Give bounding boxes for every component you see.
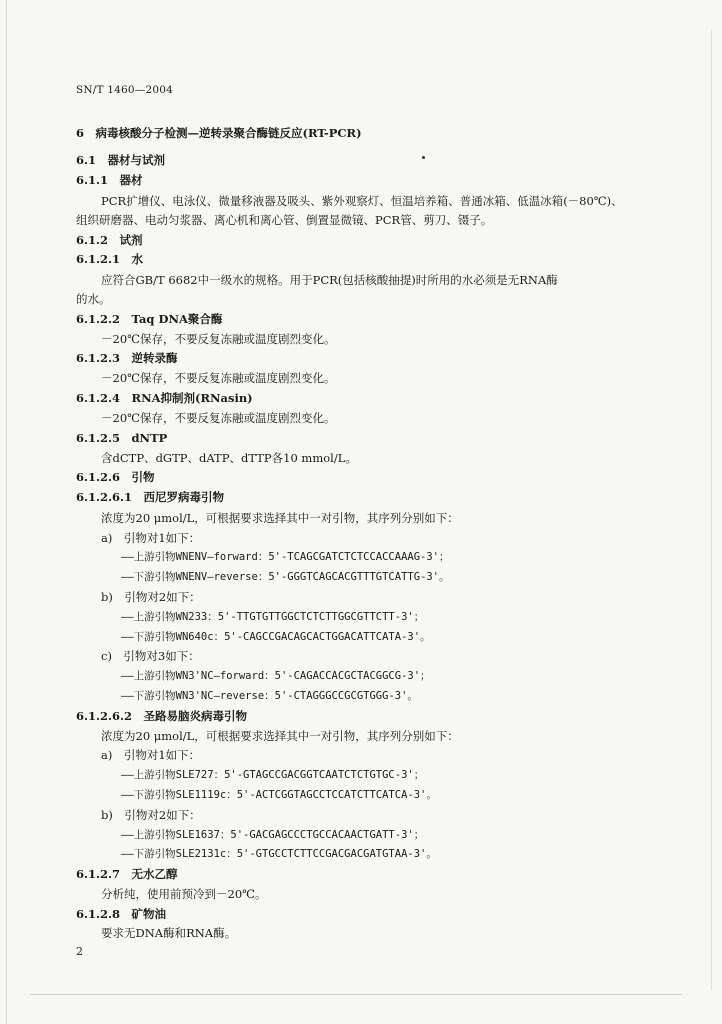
heading-6-1-2-4: 6.1.2.4 RNA抑制剂(RNasin) [76, 391, 253, 405]
paragraph-line: 分析纯，使用前预冷到－20℃。 [101, 887, 267, 901]
heading-6-1-2-7: 6.1.2.7 无水乙醇 [76, 867, 178, 881]
heading-6-1-2-1: 6.1.2.1 水 [76, 252, 144, 266]
paragraph-line: －20℃保存，不要反复冻融或温度剧烈变化。 [101, 332, 336, 346]
paragraph-line: －20℃保存，不要反复冻融或温度剧烈变化。 [101, 411, 336, 425]
primer-line: ——上游引物WNENV—forward：5'-TCAGCGATCTCTCCACCAAAG-3'； [121, 551, 450, 563]
heading-6-1-2-3: 6.1.2.3 逆转录酶 [76, 351, 178, 365]
heading-6-1-2-8: 6.1.2.8 矿物油 [76, 907, 167, 921]
section-6-heading: 6 病毒核酸分子检测—逆转录聚合酶链反应(RT-PCR) [76, 126, 362, 140]
primer-line: ——上游引物WN3'NC—forward：5'-CAGACCACGCTACGGCG-3'； [121, 670, 431, 682]
heading-6-1-2-2: 6.1.2.2 Taq DNA聚合酶 [76, 312, 223, 326]
heading-6-1-2-6-2: 6.1.2.6.2 圣路易脑炎病毒引物 [76, 709, 248, 723]
heading-6-1-2-6-1: 6.1.2.6.1 西尼罗病毒引物 [76, 490, 225, 504]
list-item: a) 引物对1如下： [101, 531, 201, 545]
standard-code-header: SN/T 1460—2004 [76, 84, 174, 96]
scan-edge-right [711, 30, 712, 990]
paragraph-line: 浓度为20 μmol/L，可根据要求选择其中一对引物，其序列分别如下： [101, 511, 459, 525]
primer-line: ——上游引物SLE727：5'-GTAGCCGACGGTCAATCTCTGTGC-3'； [121, 769, 425, 781]
heading-6-1-2: 6.1.2 试剂 [76, 233, 143, 247]
list-item: c) 引物对3如下： [101, 649, 200, 663]
heading-6-1-2-5: 6.1.2.5 dNTP [76, 431, 168, 445]
paragraph-line: PCR扩增仪、电泳仪、微量移液器及吸头、紫外观察灯、恒温培养箱、普通冰箱、低温冰箱(－80℃)、 [101, 194, 623, 208]
paragraph-line: 含dCTP、dGTP、dATP、dTTP各10 mmol/L。 [101, 451, 357, 465]
list-item: b) 引物对2如下： [101, 590, 201, 604]
primer-line: ——上游引物SLE1637：5'-GACGAGCCCTGCCACAACTGATT-3'； [121, 829, 425, 841]
paragraph-line: 要求无DNA酶和RNA酶。 [101, 926, 237, 940]
scan-speck [422, 156, 425, 159]
primer-line: ——下游引物SLE1119c：5'-ACTCGGTAGCCTCCATCTTCATCA-3'。 [121, 789, 437, 801]
heading-6-1-1: 6.1.1 器材 [76, 173, 143, 187]
heading-6-1: 6.1 器材与试剂 [76, 153, 166, 167]
scan-edge-left [6, 0, 7, 1024]
paragraph-line: －20℃保存，不要反复冻融或温度剧烈变化。 [101, 371, 336, 385]
paragraph-line: 浓度为20 μmol/L，可根据要求选择其中一对引物，其序列分别如下： [101, 729, 459, 743]
list-item: a) 引物对1如下： [101, 748, 201, 762]
page-number: 2 [76, 945, 83, 958]
paragraph-line: 应符合GB/T 6682中一级水的规格。用于PCR(包括核酸抽提)时所用的水必须是无RNA酶 [101, 273, 558, 287]
primer-line: ——上游引物WN233：5'-TTGTGTTGGCTCTCTTGGCGTTCTT-3'； [121, 611, 425, 623]
primer-line: ——下游引物WN640c：5'-CAGCCGACAGCACTGGACATTCATA-3'。 [121, 631, 431, 643]
paragraph-line: 组织研磨器、电动匀浆器、离心机和离心管、倒置显微镜、PCR管、剪刀、镊子。 [76, 213, 493, 227]
primer-line: ——下游引物SLE2131c：5'-GTGCCTCTTCCGACGACGATGTAA-3'。 [121, 848, 437, 860]
primer-line: ——下游引物WNENV—reverse：5'-GGGTCAGCACGTTTGTCATTG-3'。 [121, 571, 450, 583]
primer-line: ——下游引物WN3'NC—reverse：5'-CTAGGGCCGCGTGGG-3'。 [121, 690, 418, 702]
list-item: b) 引物对2如下： [101, 808, 201, 822]
paragraph-line: 的水。 [76, 292, 111, 306]
scan-bottom-rule [30, 994, 682, 995]
heading-6-1-2-6: 6.1.2.6 引物 [76, 470, 155, 484]
